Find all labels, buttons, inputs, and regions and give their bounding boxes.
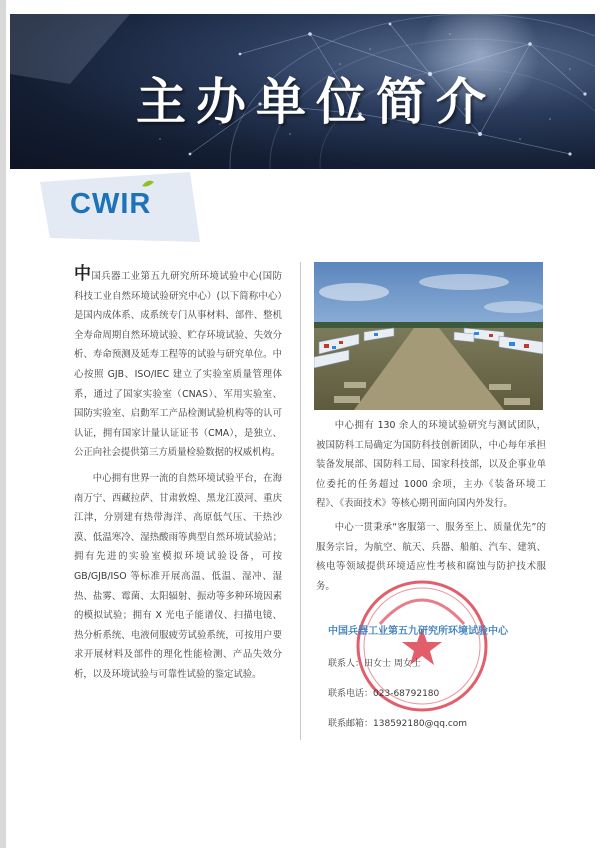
banner-title: 主办单位简介 (136, 73, 496, 131)
contact-email-label: 联系邮箱： (328, 719, 374, 729)
contact-email-value[interactable]: 138592180@qq.com (373, 719, 468, 729)
contact-person-label: 联系人： (328, 659, 365, 669)
intro-paragraph (74, 265, 282, 463)
logo-text: CWIR (70, 188, 152, 220)
right-column (316, 416, 546, 596)
left-column (74, 265, 282, 684)
contact-phone-label: 联系电话： (328, 689, 374, 699)
platform-paragraph: 中心拥有世界一流的自然环境试验平台，在海南万宁、西藏拉萨、甘肃敦煌、黑龙江漠河、重庆江津，分别建有热带海洋、高原低气压、干热沙漠、低温寒冷、湿热酸雨等典型自然环境试验站；拥有先进的实验室模拟环境试验设备，可按 GB/GJB/ISO 等标准开展高温、低温、湿冲、湿热、盐雾、霉菌、太阳辐射、振动等多种环境因素的模拟试验；拥有 X 光电子能谱仪、扫描电镜、热分析系统、电液伺服疲劳试验系统，可按用户要求开展材料及部件的理化性能检测、产品失效分析，以及环境试验与可靠性试验的鉴定试验。 (74, 472, 282, 680)
contact-organization: 中国兵器工业第五九研究所环境试验中心 (328, 626, 508, 637)
column-divider (300, 262, 301, 740)
dropcap: 中 (74, 264, 92, 284)
title-banner (10, 14, 595, 169)
team-paragraph: 中心拥有 130 余人的环境试验研究与测试团队，被国防科工局确定为国防科技创新团队，中心每年承担装备发展部、国防科工局、国家科技部，以及企事业单位委托的任务超过 1000 余项，主办《装备环境工程》、《表面技术》等核心期刊面向国内外发行。 (316, 420, 546, 510)
service-paragraph: 中心一贯秉承“客服第一、服务至上、质量优先”的服务宗旨，为航空、航天、兵器、船舶、汽车、建筑、核电等领域提供环境适应性考核和腐蚀与防护技术服务。 (316, 521, 546, 592)
contact-person-row (328, 656, 421, 669)
contact-phone-row (328, 686, 439, 699)
intro-text: 国兵器工业第五九研究所环境试验中心(国防科技工业自然环境试验研究中心）(以下简称中心）是国内成体系、成系统专门从事材料、部件、整机全寿命周期自然环境试验、贮存环境试验、失效分析、寿命预测及延寿工程等的试验与研究单位。中心按照 GJB、ISO/IEC 建立了实验室质量管理体系，通过了国家实验室（CNAS）、军用实验室、国防实验室、启動军工产品检测试验机构等的认可认证，拥有国家计量认证证书（CMA），是独立、公正向社会提供第三方质量检验数据的权威机构。 (74, 271, 282, 459)
page-edge (0, 0, 6, 848)
test-site-photo (314, 262, 543, 410)
contact-person-value: 田女士 周女士 (364, 659, 421, 669)
contact-email-row (328, 716, 467, 729)
contact-phone-value: 023-68792180 (373, 689, 440, 699)
cwir-logo (40, 172, 200, 242)
